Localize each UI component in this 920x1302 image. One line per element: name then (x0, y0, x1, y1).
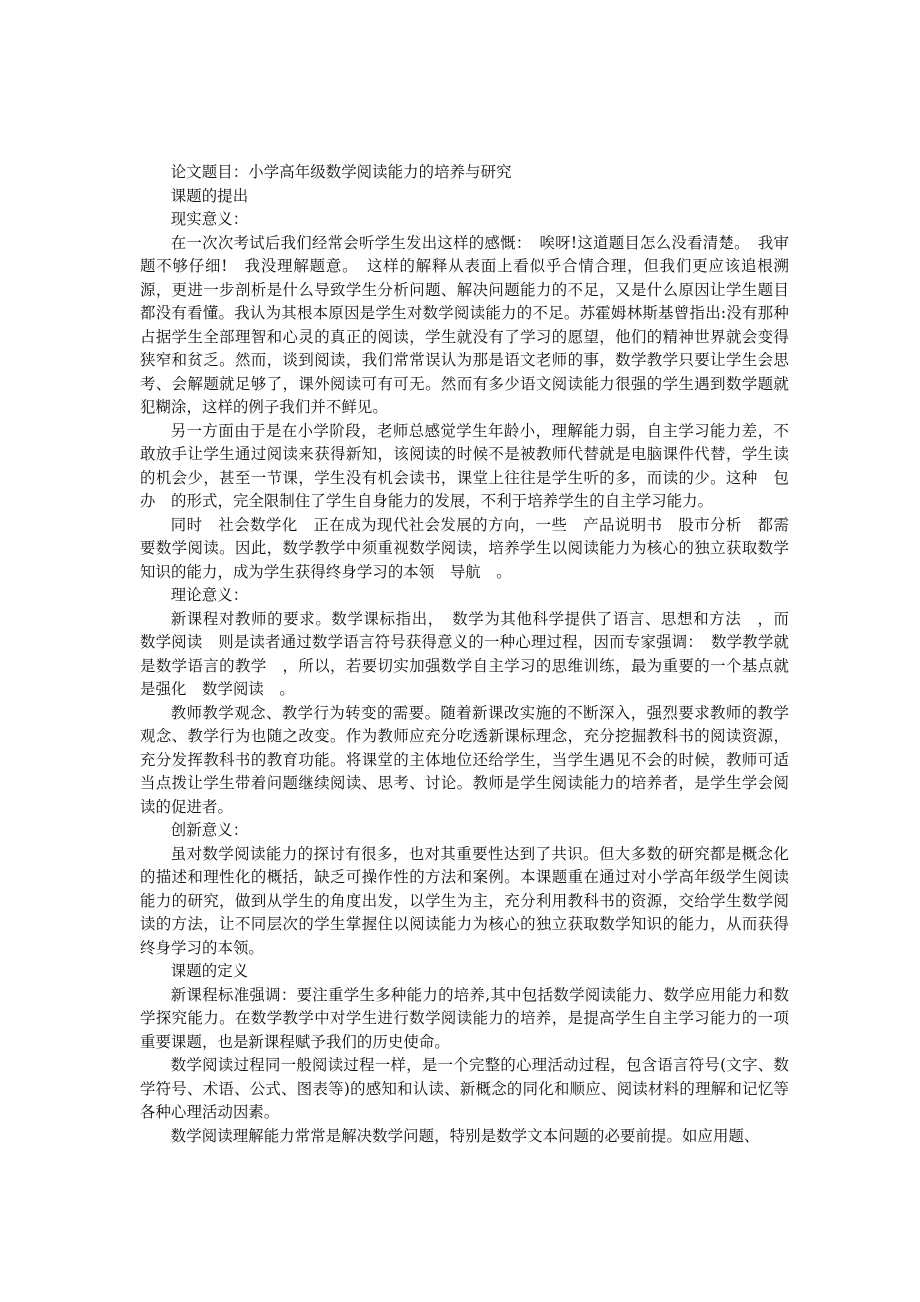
subsection-heading: 理论意义： (170, 586, 249, 604)
paragraph: 教师教学观念、教学行为转变的需要。随着新课改实施的不断深入，强烈要求教师的教学观念、教学行为也随之改变。作为教师应充分吃透新课标理念，充分挖掘教科书的阅读资源，充分发挥教科书的教育功能。将课堂的主体地位还给学生，当学生遇见不会的时候，教师可适当点拨让学生带着问题继续阅读、思考、讨论。教师是学生阅读能力的培养者，是学生学会阅读的促进者。 (140, 703, 789, 816)
paragraph: 数学阅读理解能力常常是解决数学问题，特别是数学文本问题的必要前提。如应用题、 (170, 1126, 760, 1145)
paragraph: 虽对数学阅读能力的探讨有很多，也对其重要性达到了共识。但大多数的研究都是概念化的描述和理性化的概括，缺乏可操作性的方法和案例。本课题重在通过对小学高年级学生阅读能力的研究，做到从学生的角度出发，以学生为主，充分利用教科书的资源，交给学生数学阅读的方法，让不同层次的学生掌握住以阅读能力为核心的独立获取数学知识的能力，从而获得终身学习的本领。 (140, 844, 789, 957)
paragraph: 新课程对教师的要求。数学课标指出， 数学为其他科学提供了语言、思想和方法 ，而 数学阅读 则是读者通过数学语言符号获得意义的一种心理过程，因而专家强调： 数学教学就是数学语言的教学 ，所以，若要切实加强数学自主学习的思维训练，最为重要的一个基点就是强化 数学阅读 。 (140, 609, 805, 698)
paragraph: 数学阅读过程同一般阅读过程一样，是一个完整的心理活动过程，包含语言符号(文字、数学符号、术语、公式、图表等)的感知和认读、新概念的同化和顺应、阅读材料的理解和记忆等各种心理活动因素。 (140, 1056, 789, 1121)
paragraph: 另一方面由于是在小学阶段，老师总感觉学生年龄小，理解能力弱，自主学习能力差，不敢放手让学生通过阅读来获得新知，该阅读的时候不是被教师代替就是电脑课件代替，学生读的机会少，甚至一节课，学生没有机会读书，课堂上往往是学生听的多，而读的少。这种 包办 的形式，完全限制住了学生自身能力的发展，不利于培养学生的自主学习能力。 (140, 421, 789, 510)
subsection-heading: 现实意义： (170, 210, 249, 228)
paragraph: 新课程标准强调：要注重学生多种能力的培养,其中包括数学阅读能力、数学应用能力和数学探究能力。在数学教学中对学生进行数学阅读能力的培养，是提高学生自主学习能力的一项重要课题，也是新课程赋予我们的历史使命。 (140, 985, 789, 1051)
paragraph: 在一次次考试后我们经常会听学生发出这样的感慨： 唉呀!这道题目怎么没看清楚。 我审题不够仔细! 我没理解题意。 这样的解释从表面上看似乎合情合理，但我们更应该追根溯源，更进一步剖析是什么导致学生分析问题、解决问题能力的不足，又是什么原因让学生题目都没有看懂。我认为其根本原因是学生对数学阅读能力的不足。苏霍姆林斯基曾指出:没有那种占据学生全部理智和心灵的真正的阅读，学生就没有了学习的愿望，他们的精神世界就会变得狭窄和贫乏。然而，谈到阅读，我们常常误认为那是语文老师的事，数学教学只要让学生会思考、会解题就足够了，课外阅读可有可无。然而有多少语文阅读能力很强的学生遇到数学题就犯糊涂，这样的例子我们并不鲜见。 (140, 233, 789, 416)
document-body (140, 161, 805, 1148)
subsection-heading: 创新意义： (170, 821, 249, 839)
paper-title: 论文题目：小学高年级数学阅读能力的培养与研究 (170, 163, 512, 181)
section-heading: 课题的提出 (170, 186, 249, 205)
section-heading: 课题的定义 (170, 962, 249, 980)
paragraph: 同时 社会数学化 正在成为现代社会发展的方向，一些 产品说明书 股市分析 都需要数学阅读。因此，数学教学中须重视数学阅读，培养学生以阅读能力为核心的独立获取数学知识的能力，成为学生获得终身学习的本领 导航 。 (140, 515, 789, 581)
